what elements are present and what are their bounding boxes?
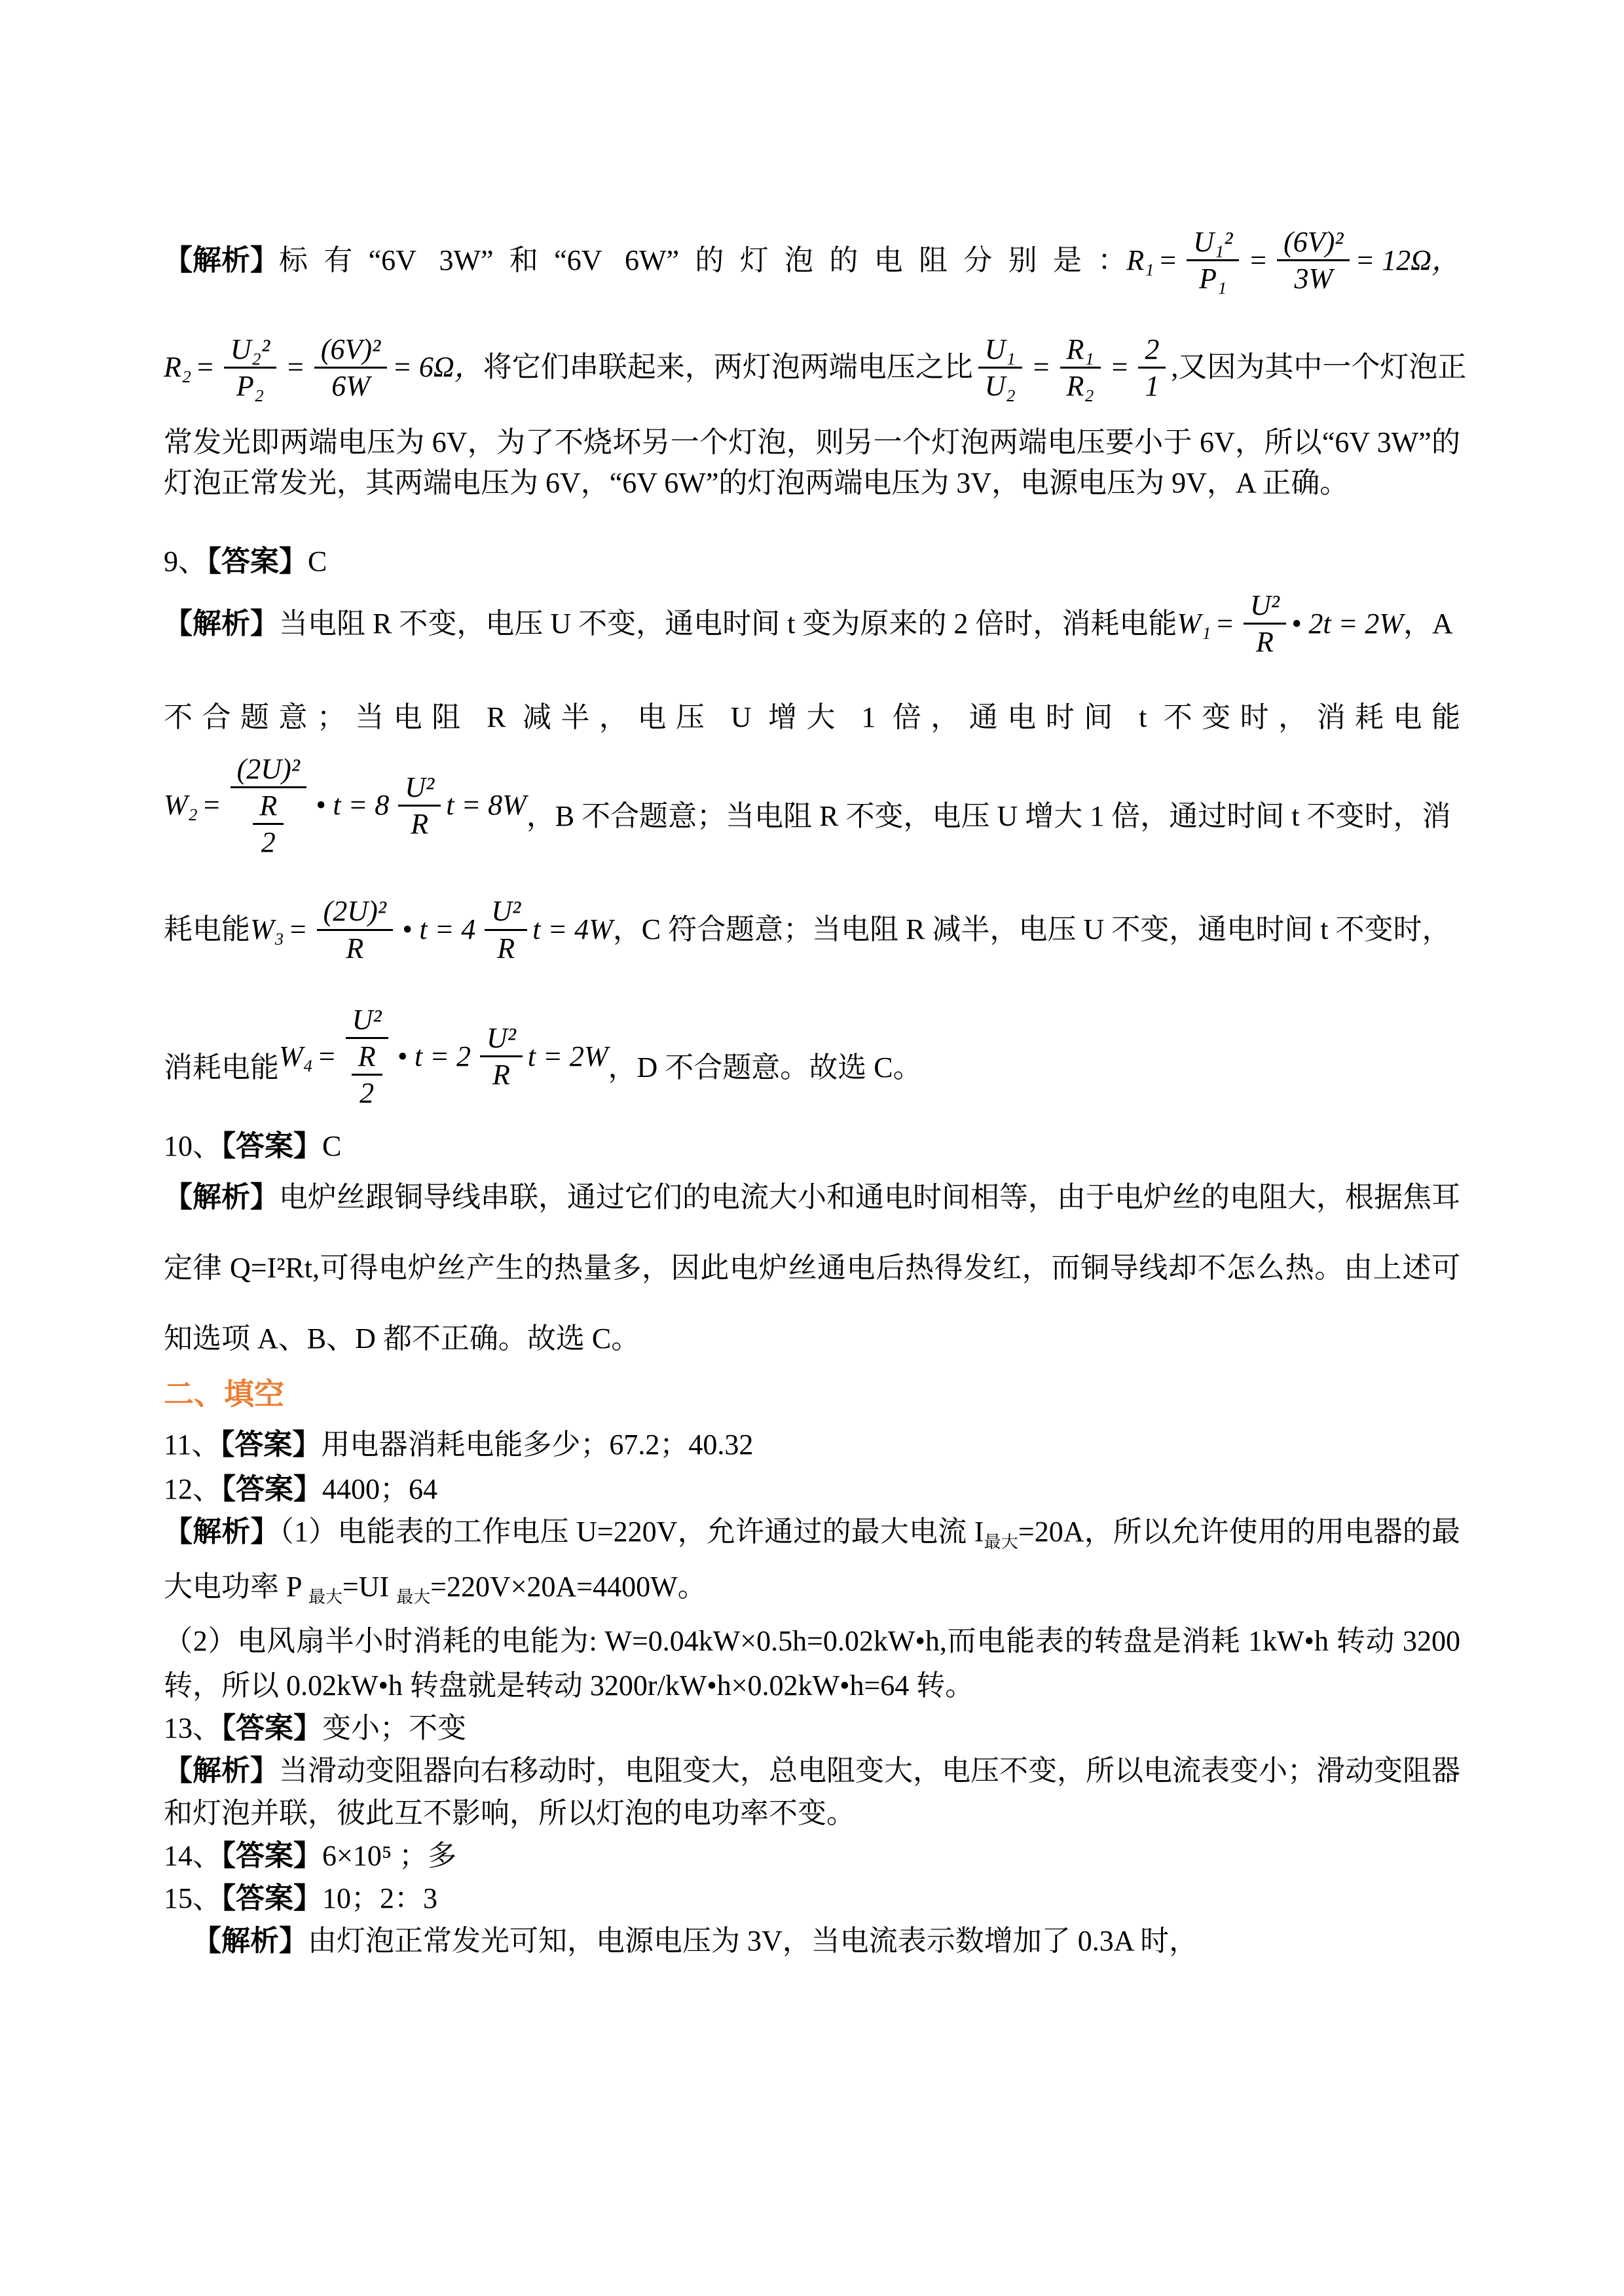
q9-analysis-line-3 <box>164 753 1460 859</box>
section-2-header: 二、填空 <box>164 1377 284 1411</box>
math-result: = 12Ω， <box>1355 244 1460 276</box>
formula-w4 <box>279 1004 608 1110</box>
q12-analysis-line-4: 转，所以 0.02kW•h 转盘就是转动 3200r/kW•h×0.02kW•h=64 转。 <box>164 1669 974 1702</box>
formula-w3 <box>250 895 613 964</box>
text-run: =20A，所以允许使用的用电器的最 <box>1018 1515 1460 1548</box>
math-var: W₃ <box>250 913 284 946</box>
math-operator: = <box>1248 244 1268 276</box>
denominator: R <box>492 1059 510 1091</box>
text-run: ，B 不合题意；当电阻 R 不变，电压 U 增大 1 倍，通过时间 t 不变时，消 <box>526 800 1451 833</box>
q10-analysis-line-1 <box>164 1178 1460 1217</box>
math-operator: = <box>287 913 308 946</box>
answer-label: 【答案】 <box>221 1882 322 1915</box>
analysis-label: 【解析】 <box>164 607 279 640</box>
answer-label: 【答案】 <box>221 1129 322 1162</box>
numerator: (2U)² <box>231 753 306 788</box>
text-run: 将它们串联起来，两灯泡两端电压之比 <box>483 351 973 384</box>
fraction <box>1138 333 1166 403</box>
math-result: t = 8W <box>446 789 526 822</box>
fraction <box>1187 226 1239 295</box>
fraction <box>480 1022 523 1091</box>
q10-analysis-line-2: 定律 Q=I²Rt,可得电炉丝产生的热量多，因此电炉丝通电后热得发红，而铜导线却不怎么热。由上述可 <box>164 1251 1460 1284</box>
text-run: 耗电能 <box>164 913 250 946</box>
fraction <box>398 771 441 841</box>
numerator: (6V)² <box>1277 226 1350 261</box>
numerator: R₁ <box>1060 333 1101 369</box>
numerator: 2 <box>1138 333 1166 369</box>
math-operator: • t = 8 <box>315 789 390 822</box>
fraction <box>1244 589 1286 659</box>
q15-analysis-line-1 <box>164 1922 1460 1961</box>
answer-value: 变小；不变 <box>322 1712 466 1745</box>
text-run: =220V×20A=4400W。 <box>430 1570 707 1603</box>
text-run: 当滑动变阻器向右移动时，电阻变大，总电阻变大，电压不变，所以电流表变小；滑动变阻器 <box>279 1755 1460 1787</box>
denominator: 1 <box>1145 369 1160 402</box>
math-var: R₂ <box>164 351 192 384</box>
math-result: • 2t = 2W <box>1291 607 1403 640</box>
denominator: R <box>497 932 515 964</box>
text-run: ，C 符合题意；当电阻 R 减半，电压 U 不变，通电时间 t 不变时， <box>612 913 1451 946</box>
text-run: （1）电能表的工作电压 U=220V，允许通过的最大电流 I <box>279 1515 984 1548</box>
numerator: U₁ <box>978 333 1022 369</box>
math-operator: = <box>1031 351 1051 384</box>
text-run: ，D 不合题意。故选 C。 <box>608 1051 922 1084</box>
formula-r2 <box>164 333 483 403</box>
denominator <box>253 788 284 859</box>
question-number: 13、 <box>164 1712 221 1745</box>
numerator: U₂² <box>224 333 276 369</box>
fraction <box>978 333 1022 403</box>
denominator: 2 <box>261 826 276 859</box>
q13-answer-line <box>164 1709 1460 1748</box>
text-run: 标有“6V 3W”和“6V 6W”的灯泡的电阻分别是： <box>279 244 1127 276</box>
math-operator: • t = 4 <box>401 913 476 946</box>
answer-value: 4400；64 <box>322 1472 437 1505</box>
answer-label: 【答案】 <box>220 1428 322 1461</box>
numerator: U² <box>398 771 441 807</box>
q8-analysis-line-3: 常发光即两端电压为 6V，为了不烧坏另一个灯泡，则另一个灯泡两端电压要小于 6V，所以“6V 3W”的 <box>164 426 1460 459</box>
analysis-label: 【解析】 <box>164 1515 280 1548</box>
text-run: 当电阻 R 不变，电压 U 不变，通电时间 t 变为原来的 2 倍时，消耗电能 <box>279 607 1177 640</box>
answer-value: 10；2：3 <box>322 1882 437 1915</box>
text-run: 由灯泡正常发光可知，电源电压为 3V，当电流表示数增加了 0.3A 时， <box>308 1925 1198 1958</box>
text-run: 消耗电能 <box>164 1051 279 1084</box>
subscript-max: 最大 <box>396 1587 431 1607</box>
denominator: R <box>1256 626 1274 659</box>
analysis-label: 【解析】 <box>164 1180 279 1213</box>
question-number: 15、 <box>164 1882 221 1915</box>
question-number: 10、 <box>164 1129 221 1162</box>
q9-analysis-line-4 <box>164 895 1460 964</box>
q12-analysis-line-3: （2）电风扇半小时消耗的电能为: W=0.04kW×0.5h=0.02kW•h,而电能表的转盘是消耗 1kW•h 转动 3200 <box>164 1625 1460 1658</box>
math-operator: = <box>1215 607 1235 640</box>
math-operator: = <box>195 351 215 384</box>
math-operator: = <box>1109 351 1130 384</box>
text-run: 电炉丝跟铜导线串联，通过它们的电流大小和通电时间相等，由于电炉丝的电阻大，根据焦耳 <box>279 1180 1460 1213</box>
numerator: (6V)² <box>314 333 387 369</box>
q10-analysis-line-3: 知选项 A、B、D 都不正确。故选 C。 <box>164 1322 640 1355</box>
question-number: 9、 <box>164 545 207 578</box>
fraction <box>1277 226 1350 295</box>
numerator: U² <box>480 1022 523 1057</box>
denominator <box>352 1039 382 1110</box>
math-var: W₂ <box>164 789 198 822</box>
fraction <box>224 333 276 403</box>
answer-value: 用电器消耗电能多少；67.2；40.32 <box>321 1428 754 1461</box>
q14-answer-line <box>164 1836 1460 1876</box>
math-var: R₁ <box>1126 244 1154 276</box>
fraction <box>231 753 306 859</box>
analysis-label: 【解析】 <box>164 244 279 276</box>
question-number: 11、 <box>164 1428 221 1461</box>
q8-analysis-line-1 <box>164 226 1460 295</box>
text-run: ，A <box>1403 607 1453 640</box>
denominator: 2 <box>360 1077 375 1110</box>
denominator: R₂ <box>1066 369 1094 402</box>
q12-analysis-line-1 <box>164 1512 1460 1562</box>
text-run: 大电功率 P <box>164 1570 308 1603</box>
subscript-max: 最大 <box>984 1532 1018 1552</box>
denominator: R <box>411 807 429 840</box>
numerator: U₁² <box>1187 226 1239 261</box>
fraction <box>314 333 387 403</box>
nested-fraction <box>352 1040 382 1110</box>
fraction <box>1060 333 1101 403</box>
q15-answer-line <box>164 1879 1460 1918</box>
math-result: t = 2W <box>527 1040 608 1072</box>
answer-label: 【答案】 <box>221 1712 322 1745</box>
math-operator: = <box>201 789 221 822</box>
answer-value: 6×10⁵ ；多 <box>322 1840 457 1872</box>
numerator: U² <box>346 1004 388 1039</box>
question-number: 12、 <box>164 1472 221 1505</box>
subscript-max: 最大 <box>308 1587 342 1607</box>
math-result: t = 4W <box>532 913 613 946</box>
text-run: ,又因为其中一个灯泡正 <box>1171 351 1467 384</box>
math-result: = 6Ω， <box>392 351 483 384</box>
answer-value: C <box>322 1129 342 1162</box>
numerator: U² <box>1244 589 1286 625</box>
math-operator: = <box>1158 244 1178 276</box>
q9-analysis-line-1 <box>164 589 1460 659</box>
denominator: 3W <box>1294 263 1333 295</box>
answer-value: C <box>308 545 327 578</box>
numerator: (2U)² <box>317 895 393 930</box>
math-operator: = <box>316 1040 337 1072</box>
math-operator: • t = 2 <box>397 1040 471 1072</box>
numerator: R <box>253 790 284 825</box>
answer-label: 【答案】 <box>221 1840 322 1872</box>
numerator: R <box>352 1040 382 1076</box>
text-run: =UI <box>342 1570 397 1603</box>
q8-analysis-line-2 <box>164 333 1467 403</box>
nested-fraction <box>253 790 284 859</box>
analysis-label: 【解析】 <box>193 1925 308 1958</box>
formula-w1 <box>1177 589 1403 659</box>
fraction <box>346 1004 388 1110</box>
q13-analysis-line-1 <box>164 1751 1460 1791</box>
q8-analysis-line-4: 灯泡正常发光，其两端电压为 6V，“6V 6W”的灯泡两端电压为 3V，电源电压为 9V，A 正确。 <box>164 467 1349 500</box>
q9-analysis-line-2: 不合题意；当电阻 R 减半，电压 U 增大 1 倍，通电时间 t 不变时，消耗电能 <box>164 701 1460 733</box>
q9-answer-line <box>164 542 1460 581</box>
formula-r1 <box>1126 226 1460 295</box>
denominator: 6W <box>331 369 370 402</box>
fraction <box>317 895 393 964</box>
math-operator: = <box>286 351 305 384</box>
answer-label: 【答案】 <box>221 1472 322 1505</box>
numerator: U² <box>485 895 527 930</box>
math-var: W₁ <box>1177 607 1211 640</box>
analysis-label: 【解析】 <box>164 1755 279 1787</box>
answer-label: 【答案】 <box>207 545 308 578</box>
fraction <box>485 895 527 964</box>
denominator: U₂ <box>984 369 1016 402</box>
denominator: R <box>346 932 364 964</box>
q12-answer-line <box>164 1470 1460 1509</box>
question-number: 14、 <box>164 1840 221 1872</box>
denominator: P₂ <box>236 369 265 402</box>
formula-w2 <box>164 753 526 859</box>
formula-voltage-ratio <box>973 333 1172 403</box>
math-var: W₄ <box>279 1040 313 1072</box>
q9-analysis-line-5 <box>164 1004 1460 1110</box>
q13-analysis-line-2: 和灯泡并联，彼此互不影响，所以灯泡的电功率不变。 <box>164 1797 855 1830</box>
denominator: P₁ <box>1199 263 1227 295</box>
q10-answer-line <box>164 1127 1460 1166</box>
q11-answer-line <box>164 1425 1460 1465</box>
q12-analysis-line-2 <box>164 1567 1460 1617</box>
